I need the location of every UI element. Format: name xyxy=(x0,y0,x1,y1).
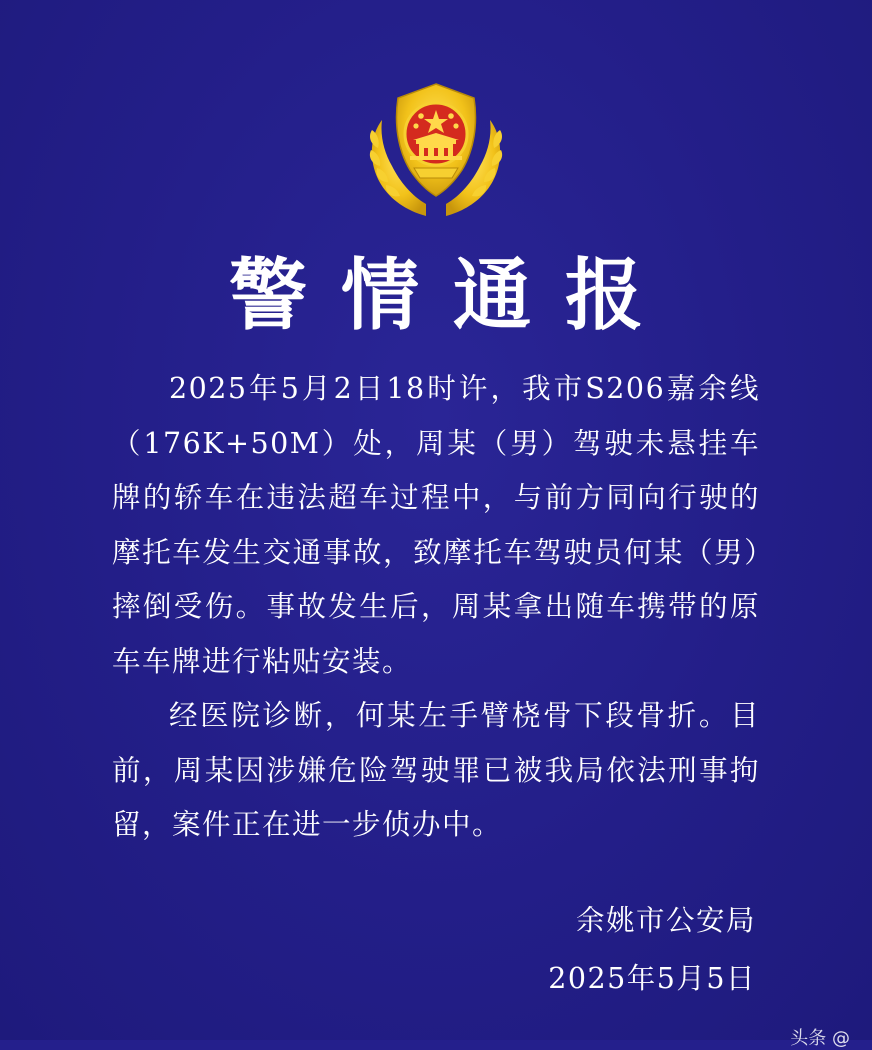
issue-date: 2025年5月5日 xyxy=(548,962,756,995)
paragraph: 经医院诊断，何某左手臂桡骨下段骨折。目前，周某因涉嫌危险驾驶罪已被我局依法刑事拘留，案件正在进一步侦办中。 xyxy=(112,699,760,841)
police-emblem-icon xyxy=(366,78,506,220)
notice-body xyxy=(112,362,760,853)
page-title: 警情通报 xyxy=(228,251,677,341)
issuer: 余姚市公安局 xyxy=(575,904,756,937)
signature-block xyxy=(548,892,756,1008)
paragraph: 2025年5月2日18时许，我市S206嘉余线（176K+50M）处，周某（男）驾驶未悬挂车牌的轿车在违法超车过程中，与前方同向行驶的摩托车发生交通事故，致摩托车驾驶员何某（男）摔倒受伤。事故发生后，周某拿出随车携带的原车车牌进行粘贴安装。 xyxy=(112,372,760,678)
watermark: 头条 @ xyxy=(790,1028,850,1049)
